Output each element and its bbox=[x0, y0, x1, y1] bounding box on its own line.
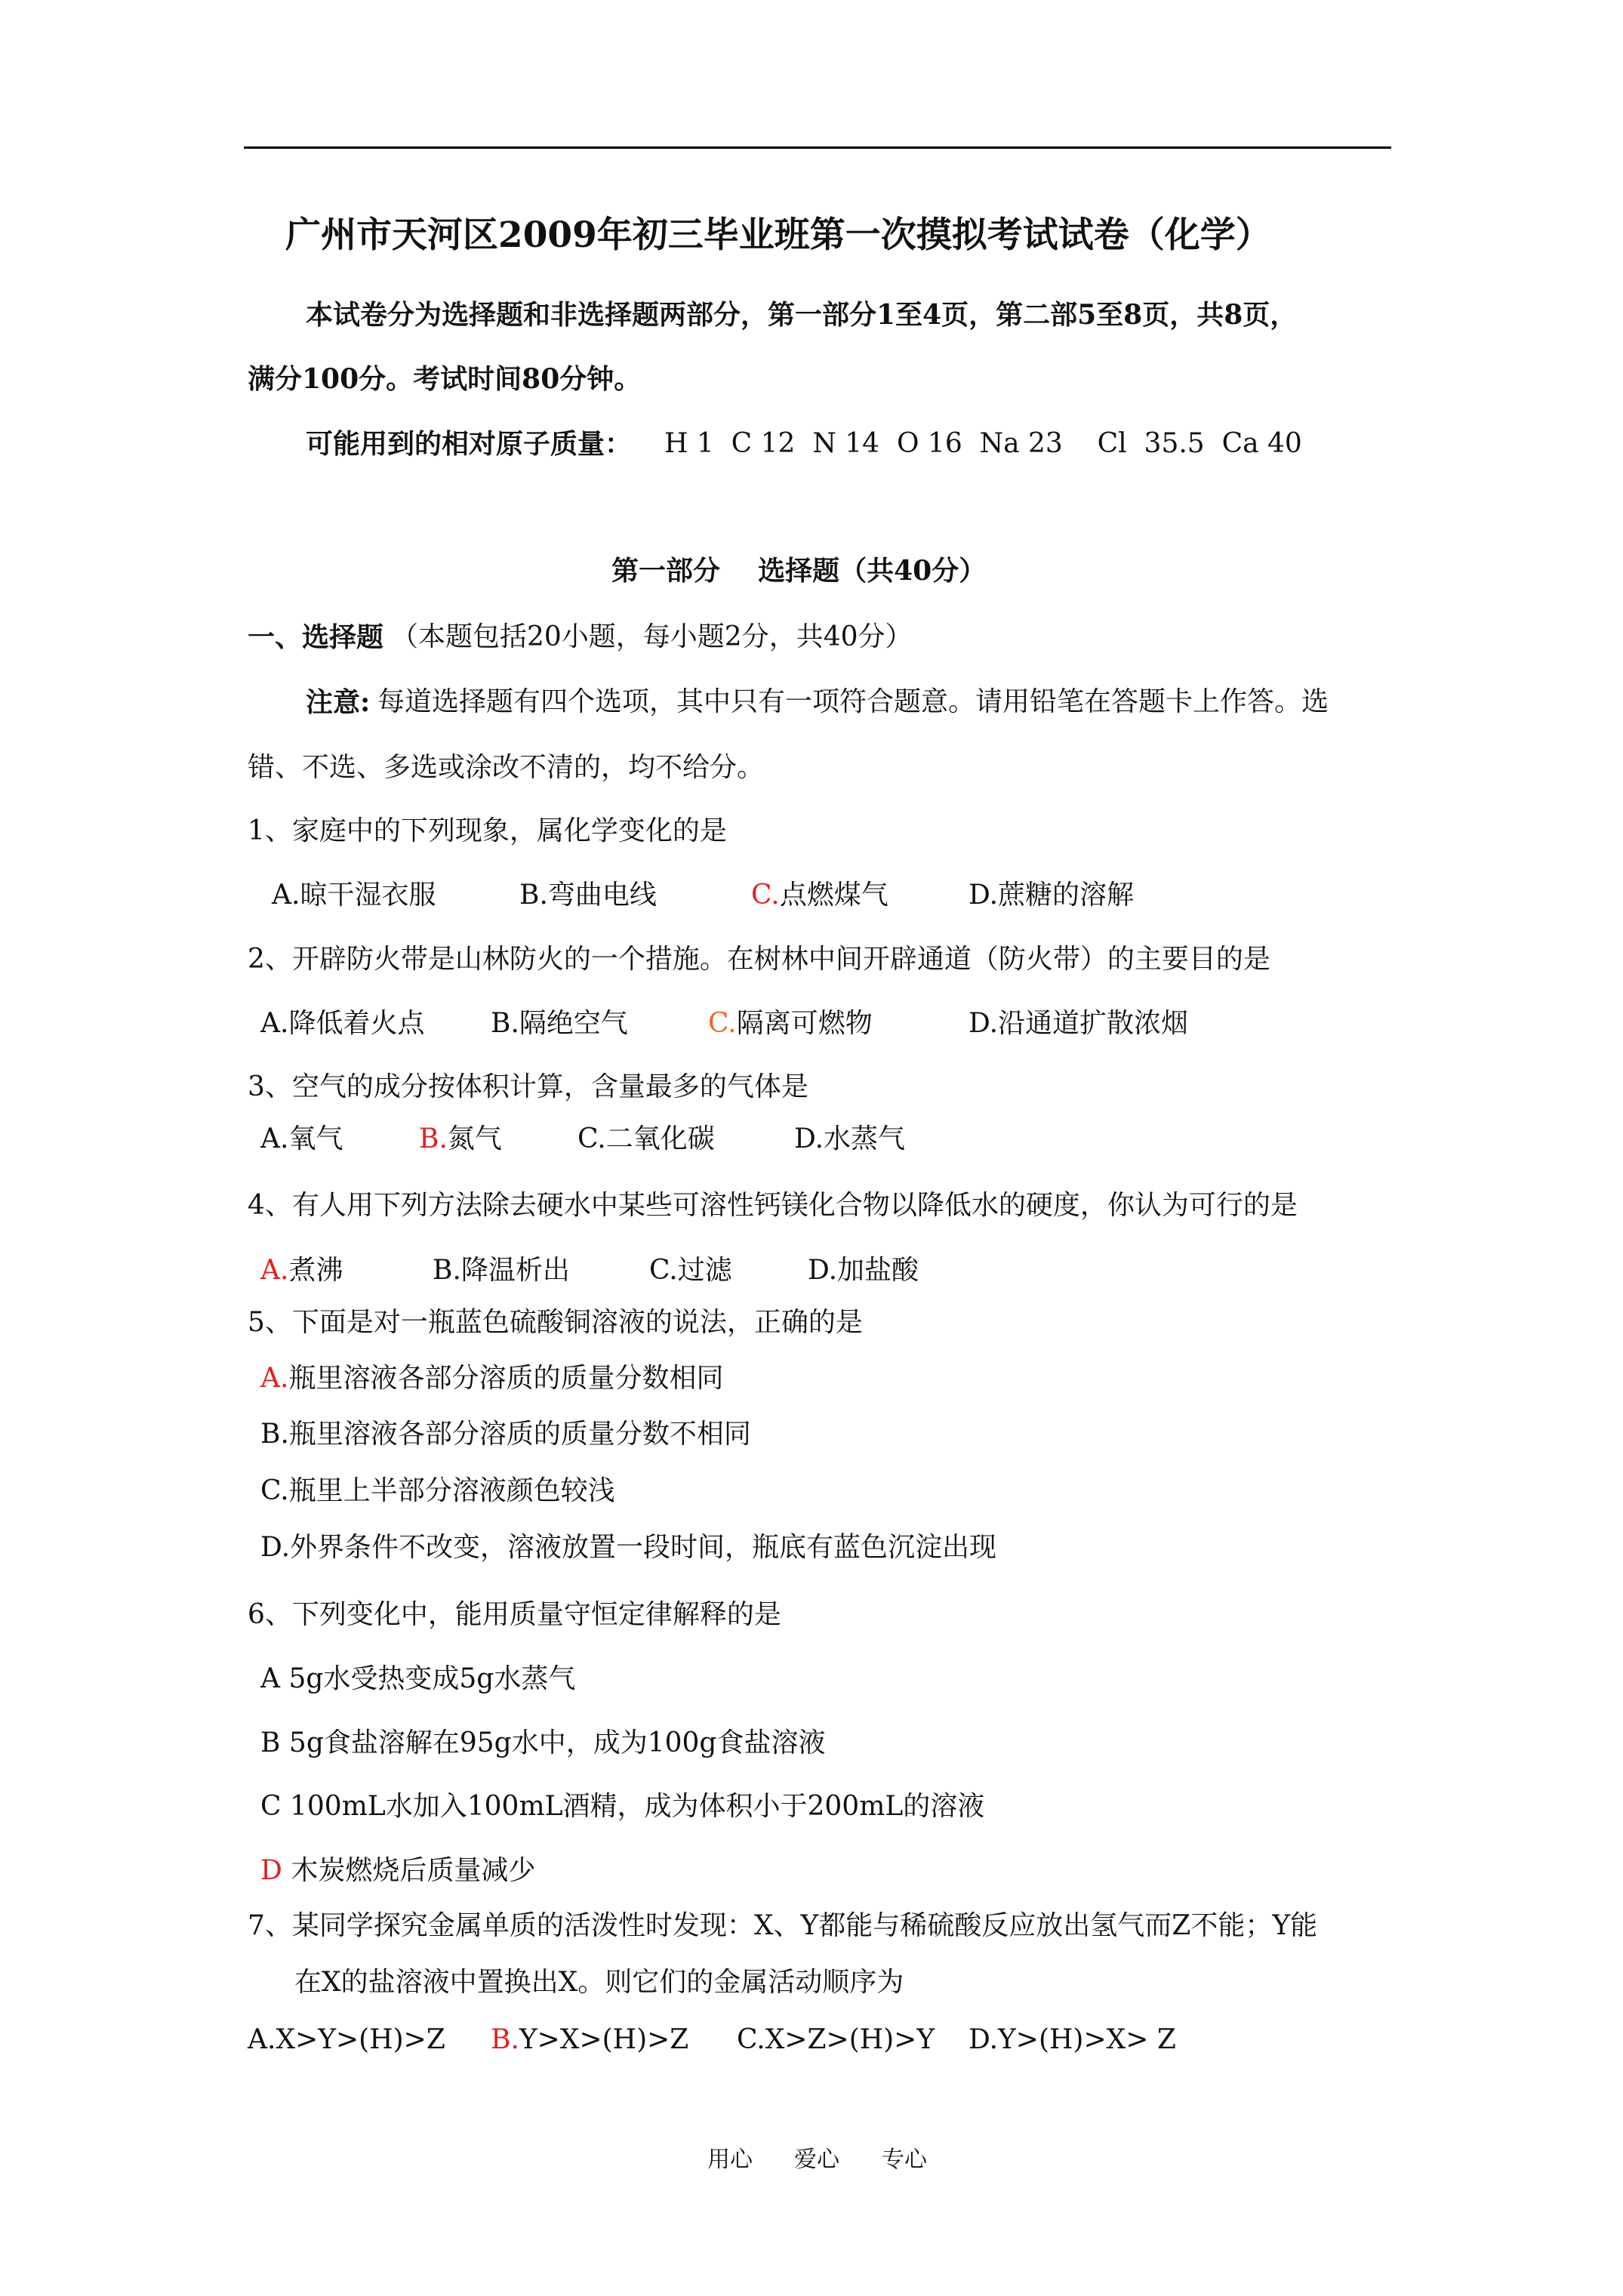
option-letter: D. bbox=[808, 1255, 838, 1286]
option-text: 5g食盐溶解在95g水中，成为100g食盐溶液 bbox=[280, 1727, 826, 1758]
option-c bbox=[751, 879, 888, 912]
option-text: 沿通道扩散浓烟 bbox=[998, 1008, 1189, 1039]
option-b bbox=[519, 879, 657, 912]
option-text: 瓶里上半部分溶液颜色较浅 bbox=[288, 1475, 615, 1506]
question-stem: 1、家庭中的下列现象，属化学变化的是 bbox=[248, 815, 727, 846]
option-text: 点燃煤气 bbox=[779, 880, 888, 911]
option-b bbox=[433, 1254, 570, 1287]
option-c bbox=[260, 1790, 984, 1823]
option-letter: D. bbox=[969, 2024, 999, 2055]
option-letter: B. bbox=[260, 1419, 289, 1450]
option-text: 100mL水加入100mL酒精，成为体积小于200mL的溶液 bbox=[281, 1791, 985, 1822]
option-c bbox=[708, 1007, 873, 1040]
section-note: （本题包括20小题，每小题2分，共40分） bbox=[391, 621, 913, 652]
option-text: 煮沸 bbox=[288, 1255, 343, 1286]
option-b bbox=[419, 1123, 502, 1156]
option-letter: D. bbox=[969, 1008, 999, 1039]
atomic-mass-label: 可能用到的相对原子质量： bbox=[306, 428, 633, 460]
option-a bbox=[260, 1663, 575, 1696]
option-letter: A. bbox=[260, 1008, 289, 1039]
option-text: 水蒸气 bbox=[824, 1123, 906, 1154]
option-d bbox=[794, 1123, 905, 1156]
footer-text: 爱心 bbox=[794, 2147, 839, 2173]
option-text: 5g水受热变成5g水蒸气 bbox=[280, 1663, 576, 1694]
option-a bbox=[260, 1362, 723, 1395]
option-letter: A. bbox=[248, 2024, 276, 2055]
option-text: 隔绝空气 bbox=[519, 1008, 628, 1039]
footer-text: 专心 bbox=[882, 2147, 927, 2173]
option-b bbox=[260, 1418, 751, 1451]
option-c bbox=[737, 2023, 935, 2057]
option-text: 晾干湿衣服 bbox=[300, 880, 436, 911]
option-letter: B bbox=[260, 1727, 281, 1758]
option-letter: D. bbox=[794, 1123, 824, 1154]
question-stem: 6、下列变化中，能用质量守恒定律解释的是 bbox=[248, 1599, 781, 1630]
option-letter: D. bbox=[969, 880, 999, 911]
option-text: 降低着火点 bbox=[288, 1008, 425, 1039]
question-stem: 3、空气的成分按体积计算，含量最多的气体是 bbox=[248, 1071, 808, 1102]
option-c bbox=[260, 1475, 615, 1508]
option-letter: A. bbox=[260, 1363, 289, 1394]
note-line-2: 错、不选、多选或涂改不清的，均不给分。 bbox=[248, 752, 765, 783]
option-text: 降温析出 bbox=[460, 1255, 570, 1286]
section-label: 一、选择题 bbox=[248, 621, 384, 653]
intro-line-2: 满分100分。考试时间80分钟。 bbox=[248, 363, 642, 395]
option-letter: C bbox=[260, 1791, 282, 1822]
option-letter: A. bbox=[272, 880, 300, 911]
option-b bbox=[260, 1727, 825, 1760]
option-text: 外界条件不改变，溶液放置一段时间，瓶底有蓝色沉淀出现 bbox=[290, 1532, 997, 1563]
note-label: 注意: bbox=[306, 686, 371, 718]
option-letter: C. bbox=[649, 1255, 678, 1286]
option-c bbox=[649, 1254, 732, 1287]
header-rule bbox=[244, 146, 1391, 149]
option-text: 加盐酸 bbox=[837, 1255, 919, 1286]
option-d bbox=[808, 1254, 919, 1287]
option-text: 瓶里溶液各部分溶质的质量分数不相同 bbox=[288, 1419, 751, 1450]
option-text: 木炭燃烧后质量减少 bbox=[282, 1855, 536, 1886]
question-stem-continued: 在X的盐溶液中置换出X。则它们的金属活动顺序为 bbox=[294, 1967, 904, 1998]
option-letter: A. bbox=[260, 1123, 289, 1154]
option-a bbox=[260, 1007, 424, 1040]
option-letter: B. bbox=[519, 880, 548, 911]
question-stem: 4、有人用下列方法除去硬水中某些可溶性钙镁化合物以降低水的硬度，你认为可行的是 bbox=[248, 1190, 1298, 1221]
footer-text: 用心 bbox=[707, 2147, 753, 2173]
part-heading: 第一部分 选择题（共40分） bbox=[611, 555, 987, 587]
option-c bbox=[577, 1123, 715, 1156]
option-letter: B. bbox=[433, 1255, 461, 1286]
option-letter: C. bbox=[708, 1008, 737, 1039]
page-title: 广州市天河区2009年初三毕业班第一次摸拟考试试卷（化学） bbox=[285, 214, 1271, 256]
option-letter: A. bbox=[260, 1255, 289, 1286]
option-letter: C. bbox=[577, 1123, 606, 1154]
question-stem: 7、某同学探究金属单质的活泼性时发现：X、Y都能与稀硫酸反应放出氢气而Z不能；Y能 bbox=[248, 1910, 1318, 1941]
option-letter: D. bbox=[260, 1532, 291, 1563]
intro-line-1: 本试卷分为选择题和非选择题两部分，第一部分1至4页，第二部5至8页，共8页， bbox=[306, 299, 1298, 331]
option-d bbox=[969, 2023, 1176, 2057]
option-d bbox=[260, 1531, 996, 1564]
option-text: 隔离可燃物 bbox=[736, 1008, 873, 1039]
option-b bbox=[491, 1007, 628, 1040]
option-letter: B. bbox=[491, 1008, 519, 1039]
option-text: X>Y>(H)>Z bbox=[276, 2024, 445, 2055]
option-text: 弯曲电线 bbox=[547, 880, 657, 911]
option-text: 氮气 bbox=[447, 1123, 502, 1154]
option-a bbox=[260, 1254, 343, 1287]
option-letter: C. bbox=[737, 2024, 765, 2055]
option-d bbox=[969, 1007, 1188, 1040]
option-a bbox=[260, 1123, 343, 1156]
option-text: Y>(H)>X> Z bbox=[998, 2024, 1176, 2055]
option-letter: D bbox=[260, 1855, 282, 1886]
option-text: Y>X>(H)>Z bbox=[519, 2024, 689, 2055]
atomic-mass-values: H 1 C 12 N 14 O 16 Na 23 Cl 35.5 Ca 40 bbox=[664, 428, 1302, 459]
option-d bbox=[969, 879, 1134, 912]
option-letter: A bbox=[260, 1663, 280, 1694]
option-d bbox=[260, 1854, 535, 1888]
option-text: 二氧化碳 bbox=[605, 1123, 715, 1154]
note-line-1: 每道选择题有四个选项，其中只有一项符合题意。请用铅笔在答题卡上作答。选 bbox=[377, 686, 1329, 717]
option-text: 蔗糖的溶解 bbox=[998, 880, 1135, 911]
option-text: X>Z>(H)>Y bbox=[765, 2024, 935, 2055]
option-a bbox=[248, 2023, 445, 2057]
question-stem: 5、下面是对一瓶蓝色硫酸铜溶液的说法，正确的是 bbox=[248, 1307, 863, 1338]
option-text: 过滤 bbox=[677, 1255, 732, 1286]
option-letter: C. bbox=[751, 880, 780, 911]
option-letter: B. bbox=[491, 2024, 519, 2055]
option-letter: C. bbox=[260, 1475, 289, 1506]
option-a bbox=[272, 879, 436, 912]
question-stem: 2、开辟防火带是山林防火的一个措施。在树林中间开辟通道（防火带）的主要目的是 bbox=[248, 944, 1270, 975]
option-text: 氧气 bbox=[288, 1123, 343, 1154]
option-letter: B. bbox=[419, 1123, 448, 1154]
option-b bbox=[491, 2023, 688, 2057]
option-text: 瓶里溶液各部分溶质的质量分数相同 bbox=[288, 1363, 724, 1394]
